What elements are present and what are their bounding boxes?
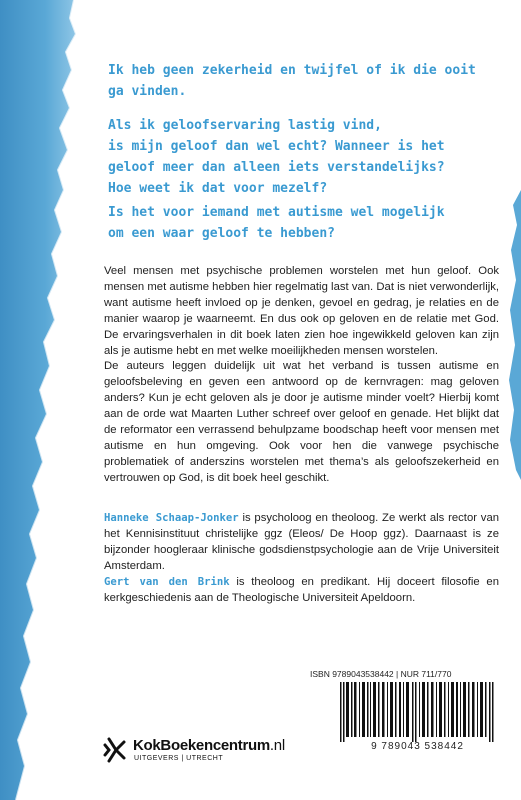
isbn-label: ISBN 9789043538442 | NUR 711/770: [310, 669, 452, 679]
publisher-name-suffix: .nl: [269, 737, 285, 754]
blurb: [104, 264, 499, 487]
barcode-number: 9 789043 538442: [371, 741, 464, 752]
author-text-1: is psycholoog en theoloog. Ze werkt als rector van het Kennisinstituut christelijke ggz (Eleos/ De Hoop ggz). Daarnaast is ze bijzonder hoogleraar klinische godsdienstpsychologie aan de Vrije Universiteit Amsterdam.: [104, 512, 500, 572]
publisher-subline: UITGEVERS | UTRECHT: [134, 755, 224, 762]
blurb-paragraph-1: Veel mensen met psychische problemen worstelen met hun geloof. Ook mensen met autisme hebben hier regelmatig last van. Dat is niet verwonderlijk, want autisme heeft invloed op je denken, gevoel en gedrag, je relaties en de manier waarop je waarneemt. En dus ook op geloven en de relatie met God. De ervaringsverhalen in dit boek laten zien hoe ingewikkeld geloven kan zijn als je autisme hebt en met welke moeilijkheden mensen worstelen.: [104, 265, 499, 357]
author-name-1: Hanneke Schaap-Jonker: [104, 512, 239, 524]
barcode: [336, 682, 499, 742]
publisher-logo: [103, 736, 323, 766]
author-text-2: is theoloog en predikant. Hij doceert filosofie en kerkgeschiedenis aan de Theologische Universiteit Apeldoorn.: [104, 575, 499, 604]
author-name-2: Gert van den Brink: [104, 575, 230, 588]
blurb-paragraph-2: De auteurs leggen duidelijk uit wat het verband is tussen autisme en geloofsbeleving en geven een antwoord op de kernvragen: mag geloven anders? Kun je echt geloven als je door je autisme minder voelt? Hierbij komt aan de orde wat Maarten Luther schreef over geloof en genade. Het blijkt dat de reformator een verrassend behulpzame boodschap heeft voor mensen met autisme en hun omgeving. Ook voor hen die vanwege psychische problematiek of anderszins worstelen met thema’s als geloofszekerheid en vertrouwen op God, is dit boek heel geschikt.: [104, 360, 499, 484]
quote-2: Als ik geloofservaring lastig vind, is mijn geloof dan wel echt? Wanneer is het geloof meer dan alleen iets verstandelijks? Hoe weet ik dat voor mezelf?: [108, 118, 445, 196]
author-bio-1: [104, 511, 499, 575]
quote-3: Is het voor iemand met autisme wel mogelijk om een waar geloof te hebben?: [108, 205, 445, 241]
torn-paper-right-decoration: [507, 0, 521, 800]
author-bio-2: [104, 575, 499, 607]
publisher-name-main: KokBoekencentrum: [133, 737, 270, 754]
quote-1: Ik heb geen zekerheid en twijfel of ik die ooit ga vinden.: [108, 63, 476, 99]
publisher-name: [133, 737, 285, 754]
torn-paper-left-decoration: [0, 0, 90, 800]
publisher-mark-icon: [103, 736, 129, 764]
author-bios: [104, 511, 499, 606]
